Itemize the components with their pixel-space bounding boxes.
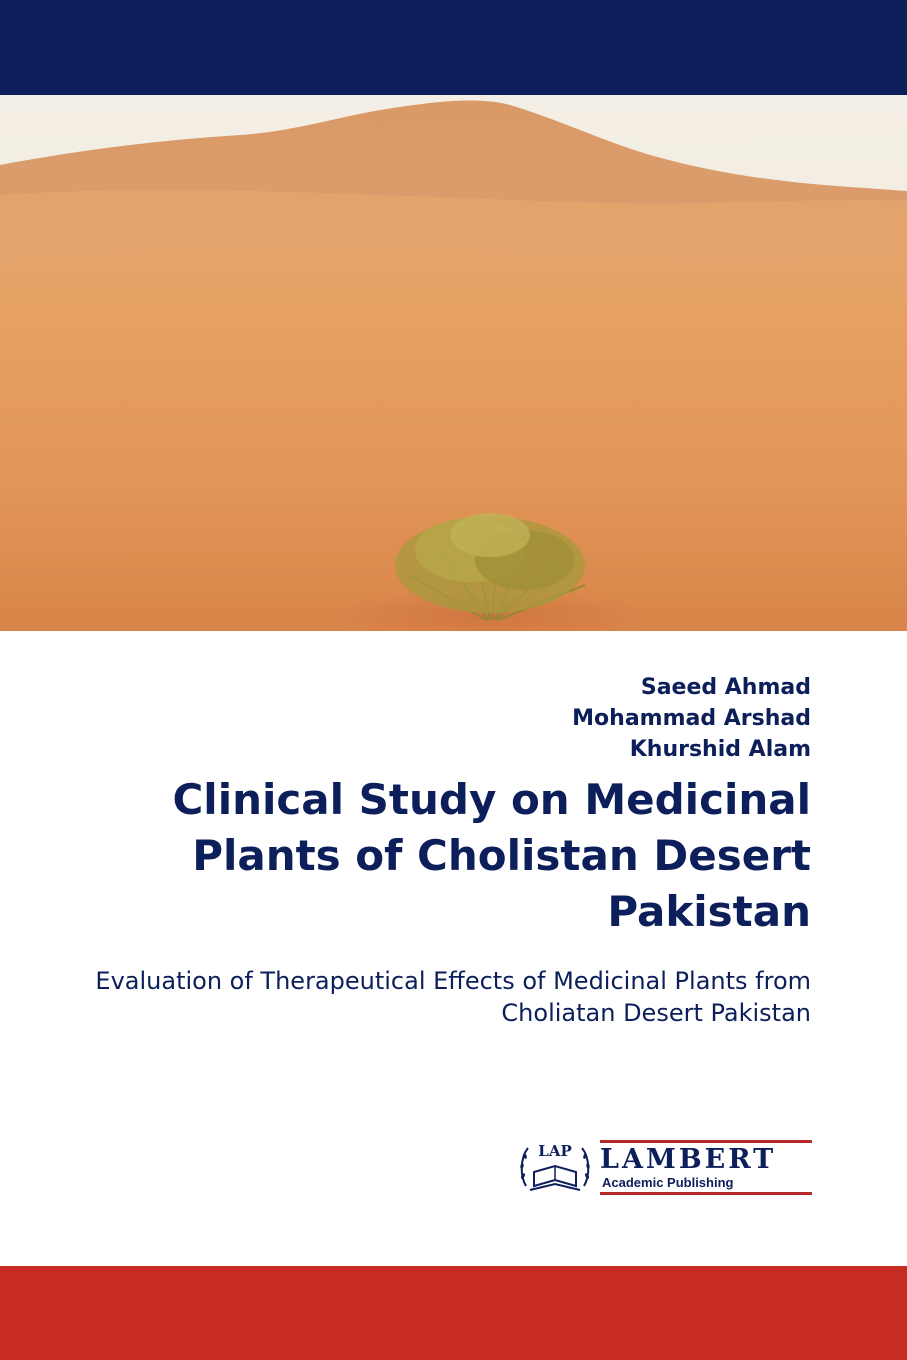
author-name: Saeed Ahmad (640, 675, 811, 700)
desert-dunes-image (0, 95, 907, 631)
seal-label: LAP (538, 1142, 572, 1160)
publisher-logo (516, 1136, 816, 1202)
publisher-tagline: Academic Publishing (602, 1175, 734, 1190)
book-subtitle: Evaluation of Therapeutical Effects of Medicinal Plants from Choliatan Desert Pakistan (95, 967, 811, 1027)
book-title: Clinical Study on Medicinal Plants of Cholistan Desert Pakistan (172, 775, 811, 936)
top-color-band (0, 0, 907, 95)
author-name: Khurshid Alam (629, 737, 811, 762)
publisher-rule (600, 1192, 812, 1195)
publisher-rule (600, 1140, 812, 1143)
bottom-color-band (0, 1266, 907, 1360)
lap-seal-icon (516, 1136, 594, 1202)
desert-landscape-icon (0, 95, 907, 631)
author-list (572, 672, 811, 765)
publisher-name: LAMBERT (600, 1144, 777, 1175)
author-name: Mohammad Arshad (572, 706, 811, 731)
